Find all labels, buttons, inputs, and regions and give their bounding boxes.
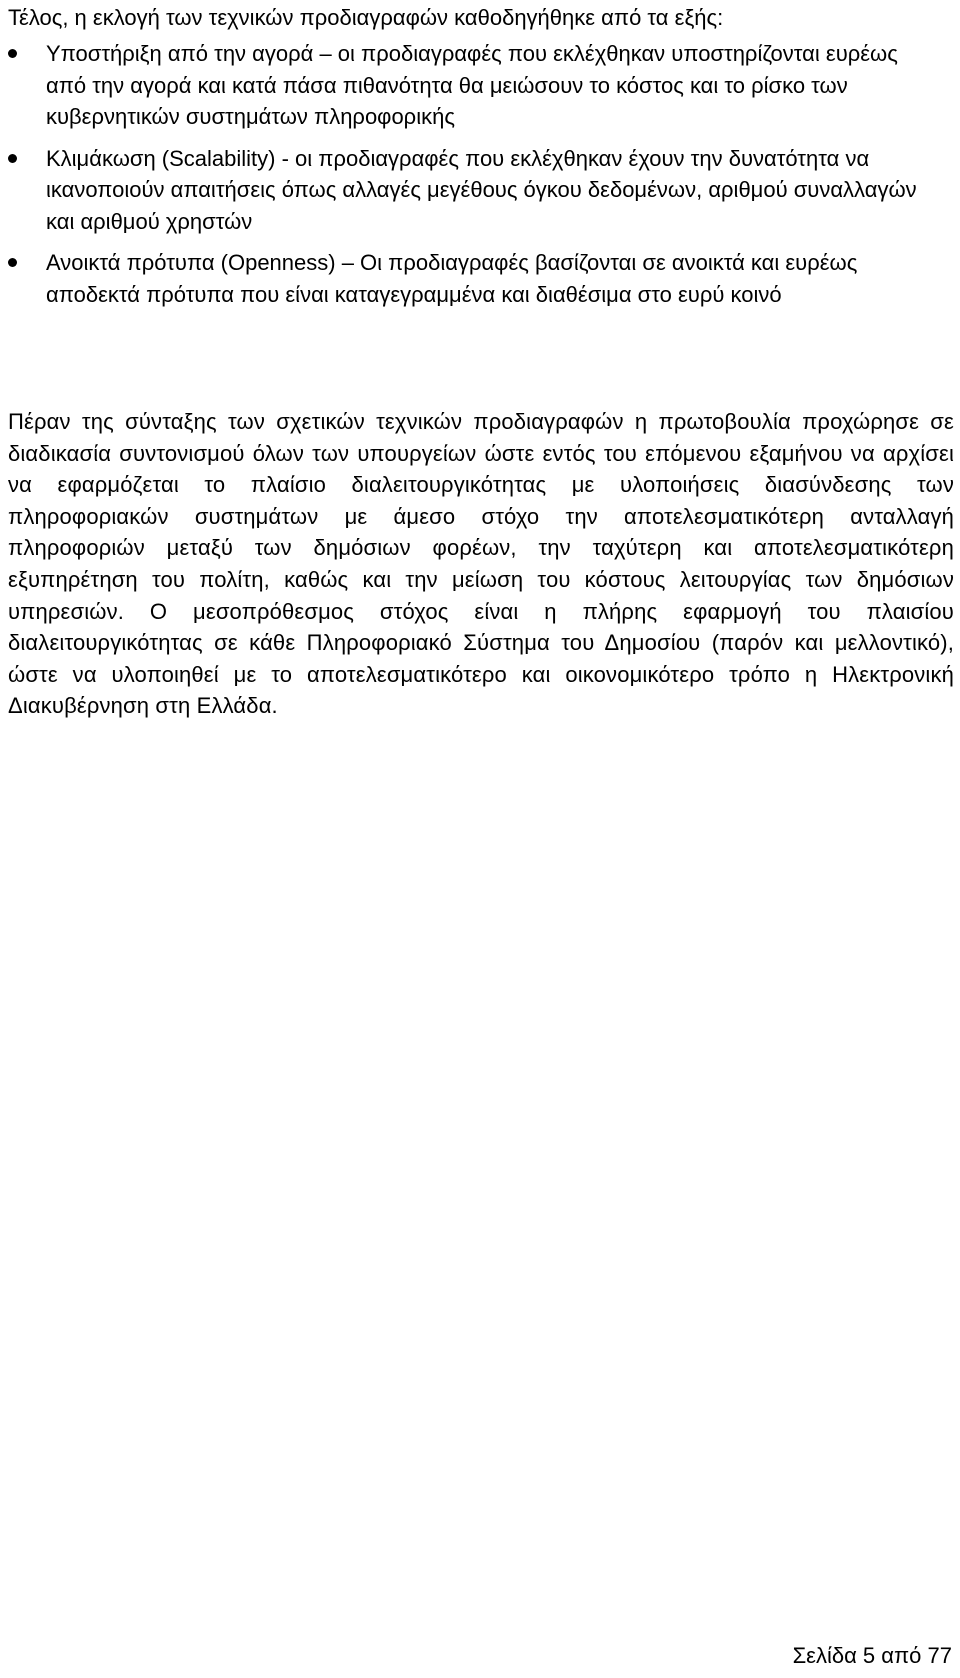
bullet-text: Κλιμάκωση (Scalability) - οι προδιαγραφές που εκλέχθηκαν έχουν την δυνατότητα να ικανοποιούν απαιτήσεις όπως αλλαγές μεγέθους όγκου δεδομένων, αριθμού συναλλαγών και αριθμού χρηστών: [46, 145, 917, 234]
body-paragraph: Πέραν της σύνταξης των σχετικών τεχνικών προδιαγραφών η πρωτοβουλία προχώρησε σε διαδικασία συντονισμού όλων των υπουργείων ώστε εντός του επόμενου εξαμήνου να αρχίσει να εφαρμόζεται το πλαίσιο διαλειτουργικότητας με υλοποιήσεις διασύνδεσης των πληροφοριακών συστημάτων με άμεσο στόχο την αποτελεσματικότερη ανταλλαγή πληροφοριών μεταξύ των δημόσιων φορέων, την ταχύτερη και αποτελεσματικότερη εξυπηρέτηση του πολίτη, καθώς και την μείωση του κόστους λειτουργίας των δημόσιων υπηρεσιών. Ο μεσοπρόθεσμος στόχος είναι η πλήρης εφαρμογή του πλαισίου διαλειτουργικότητας σε κάθε Πληροφοριακό Σύστημα του Δημοσίου (παρόν και μελλοντικό), ώστε να υλοποιηθεί με το αποτελεσματικότερο και οικονομικότερο τρόπο η Ηλεκτρονική Διακυβέρνηση στη Ελλάδα.: [8, 409, 954, 719]
list-item: [0, 143, 940, 238]
bullet-text: Υποστήριξη από την αγορά – οι προδιαγραφές που εκλέχθηκαν υποστηρίζονται ευρέως από την αγορά και κατά πάσα πιθανότητα θα μειώσουν το κόστος και το ρίσκο των κυβερνητικών συστημάτων πληροφορικής: [46, 41, 898, 129]
page-number: Σελίδα 5 από 77: [792, 1643, 952, 1668]
list-item: [0, 247, 940, 310]
intro-text: Τέλος, η εκλογή των τεχνικών προδιαγραφών καθοδηγήθηκε από τα εξής:: [8, 5, 724, 30]
bullet-icon: [8, 258, 17, 267]
bullet-icon: [8, 154, 17, 163]
list-item: [0, 38, 940, 133]
bullet-list: [0, 38, 960, 320]
bullet-text: Ανοικτά πρότυπα (Openness) – Οι προδιαγραφές βασίζονται σε ανοικτά και ευρέως αποδεκτά πρότυπα που είναι καταγεγραμμένα και διαθέσιμα στο ευρύ κοινό: [46, 250, 858, 307]
bullet-icon: [8, 49, 17, 58]
